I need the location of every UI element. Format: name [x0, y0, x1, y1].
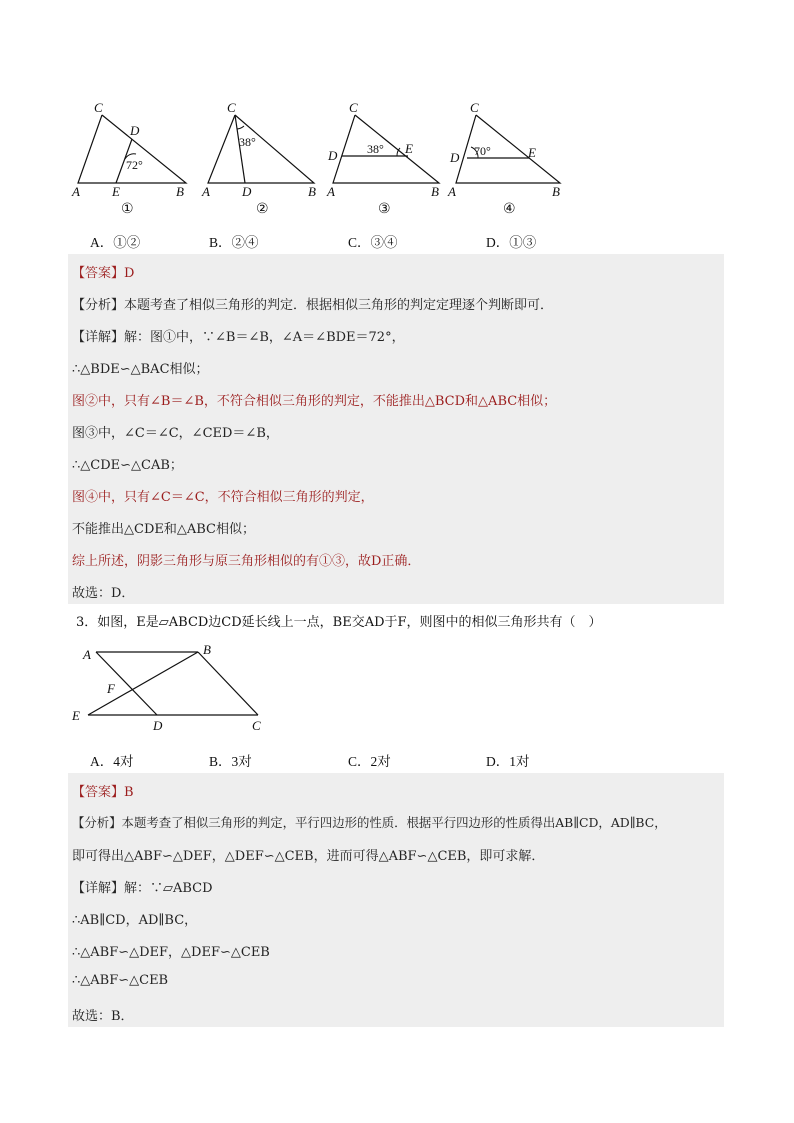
label-A: A — [327, 184, 335, 199]
label-B: B — [552, 184, 560, 199]
label-A: A — [72, 184, 80, 199]
label-A: A — [448, 184, 456, 199]
detail-line-2: ∴△BDE∽△BAC相似； — [72, 362, 209, 377]
label-C: C — [94, 100, 103, 115]
label-D: D — [130, 123, 140, 138]
angle-label: 38° — [367, 142, 384, 156]
detail-line-9: 故选：D． — [72, 586, 135, 601]
option-b[interactable]: B．②④ — [209, 235, 259, 250]
label-B: B — [203, 642, 211, 657]
detail-line-5: 故选：B． — [72, 1009, 134, 1024]
option-a[interactable]: A．①② — [90, 235, 141, 250]
detail-line-4: 图③中，∠C＝∠C，∠CED＝∠B， — [72, 426, 279, 441]
parallelogram-diagram — [66, 636, 276, 736]
q2-solution-panel — [68, 254, 724, 604]
analysis-line-2: 即可得出△ABF∽△DEF，△DEF∽△CEB，进而可得△ABF∽△CEB，即可求解． — [72, 849, 545, 864]
detail-line-1: 【详解】解：∵▱ABCD — [72, 881, 213, 896]
label-D: D — [153, 718, 163, 733]
option-b[interactable]: B．3对 — [209, 754, 252, 769]
figure-2-caption: ② — [256, 201, 269, 217]
option-c[interactable]: C．2对 — [348, 754, 391, 769]
label-D: D — [450, 150, 460, 165]
detail-line-8: 综上所述，阴影三角形与原三角形相似的有①③，故D正确． — [72, 554, 421, 569]
triangle-diagram-3 — [325, 95, 455, 205]
label-B: B — [176, 184, 184, 199]
answer-line: 【答案】B — [72, 785, 134, 800]
angle-label: 38° — [239, 135, 256, 149]
label-D: D — [328, 148, 338, 163]
label-F: F — [107, 681, 115, 696]
analysis-line-1: 【分析】本题考查了相似三角形的判定，平行四边形的性质．根据平行四边形的性质得出AB∥CD，AD∥BC， — [72, 815, 667, 830]
label-E: E — [528, 145, 536, 160]
analysis-line: 【分析】本题考查了相似三角形的判定．根据相似三角形的判定定理逐个判断即可． — [72, 298, 554, 313]
label-E: E — [405, 141, 413, 156]
label-C: C — [252, 718, 261, 733]
triangle-diagram-2 — [200, 95, 330, 205]
detail-line-1: 【详解】解：图①中，∵∠B＝∠B，∠A＝∠BDE＝72°， — [72, 330, 405, 345]
label-A: A — [83, 647, 91, 662]
label-C: C — [349, 100, 358, 115]
detail-line-5: ∴△CDE∽△CAB； — [72, 458, 183, 473]
answer-line: 【答案】D — [72, 266, 135, 281]
triangle-diagram-1 — [70, 95, 200, 205]
label-C: C — [227, 100, 236, 115]
angle-label: 72° — [126, 158, 143, 172]
detail-line-4: ∴△ABF∽△CEB — [72, 973, 169, 988]
option-d[interactable]: D．1对 — [486, 754, 530, 769]
option-c[interactable]: C．③④ — [348, 235, 398, 250]
figure-1-caption: ① — [121, 201, 134, 217]
figure-2 — [200, 95, 330, 209]
figure-4-caption: ④ — [503, 201, 516, 217]
detail-line-3: 图②中，只有∠B＝∠B，不符合相似三角形的判定，不能推出△BCD和△ABC相似； — [72, 394, 557, 409]
option-a[interactable]: A．4对 — [90, 754, 134, 769]
label-A: A — [202, 184, 210, 199]
label-B: B — [431, 184, 439, 199]
label-B: B — [308, 184, 316, 199]
figure-1 — [70, 95, 200, 209]
figure-3-caption: ③ — [378, 201, 391, 217]
angle-label: 70° — [474, 144, 491, 158]
detail-line-6: 图④中，只有∠C＝∠C，不符合相似三角形的判定， — [72, 490, 374, 505]
figure-3 — [325, 95, 455, 209]
detail-line-2: ∴AB∥CD，AD∥BC， — [72, 913, 198, 928]
label-E: E — [112, 184, 120, 199]
figure-4 — [448, 95, 578, 209]
q3-solution-panel — [68, 773, 724, 1027]
q3-question: 3．如图，E是▱ABCD边CD延长线上一点，BE交AD于F，则图中的相似三角形共有（ ） — [76, 615, 602, 630]
triangle-diagram-4 — [448, 95, 578, 205]
q3-figure — [66, 636, 276, 740]
option-d[interactable]: D．①③ — [486, 235, 537, 250]
detail-line-7: 不能推出△CDE和△ABC相似； — [72, 522, 255, 537]
detail-line-3: ∴△ABF∽△DEF，△DEF∽△CEB — [72, 945, 270, 960]
label-C: C — [470, 100, 479, 115]
label-E: E — [72, 708, 80, 723]
label-D: D — [242, 184, 252, 199]
